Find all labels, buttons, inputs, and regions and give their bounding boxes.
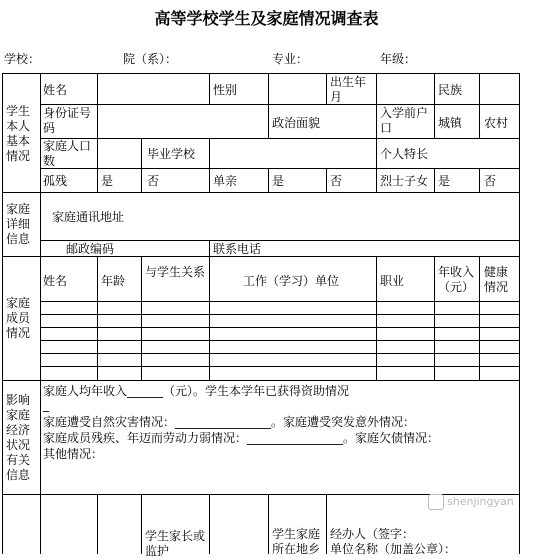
talent-label: 个人特长 bbox=[380, 147, 429, 161]
orphan-no: 否 bbox=[147, 174, 160, 188]
school-label: 学校： bbox=[4, 52, 41, 66]
martyr-no: 否 bbox=[484, 174, 497, 188]
orphan-label: 孤残 bbox=[43, 174, 68, 188]
factors-line-3: 家庭成员残疾、年迈而劳动力弱情况：________________。家庭欠债情况： bbox=[43, 431, 440, 445]
major-label: 专业： bbox=[272, 52, 309, 66]
col-job-header: 职业 bbox=[380, 274, 405, 288]
urban-label: 城镇 bbox=[438, 116, 463, 130]
household-label: 家庭人口数 bbox=[43, 139, 92, 168]
factors-line-1b: _ bbox=[43, 398, 49, 412]
school-grad-label: 毕业学校 bbox=[147, 147, 196, 161]
factors-line-2: 家庭遭受自然灾害情况：________________。家庭遭受突发意外情况： bbox=[43, 415, 416, 429]
orphan-yes: 是 bbox=[101, 174, 114, 188]
political-label: 政治面貌 bbox=[272, 116, 321, 130]
address-label: 家庭通讯地址 bbox=[52, 210, 125, 224]
form-title: 高等学校学生及家庭情况调查表 bbox=[154, 9, 379, 28]
gender-label: 性别 bbox=[213, 83, 238, 97]
name-label: 姓名 bbox=[43, 83, 68, 97]
col-income-header: 年收入（元） bbox=[438, 265, 475, 294]
bottom-unit-label: 单位名称（加盖公章）： bbox=[330, 542, 457, 556]
basic-section-label: 学生本人基本情况 bbox=[6, 104, 31, 163]
birth-label: 出生年月 bbox=[330, 75, 367, 104]
dept-label: 院（系）： bbox=[123, 52, 178, 66]
single-label: 单亲 bbox=[213, 174, 238, 188]
bottom-guardian-label: 学生家长或监护 bbox=[145, 529, 206, 558]
postcode-label: 邮政编码 bbox=[66, 242, 115, 256]
factors-line-4: 其他情况： bbox=[43, 447, 104, 461]
factors-section-label: 影响家庭经济状况有关信息 bbox=[6, 393, 31, 482]
col-age-header: 年龄 bbox=[101, 274, 126, 288]
bottom-local-label: 学生家庭所在地乡 bbox=[272, 527, 321, 556]
grade-label: 年级： bbox=[380, 52, 417, 66]
watermark-icon bbox=[428, 494, 444, 510]
col-name-header: 姓名 bbox=[43, 274, 68, 288]
bottom-handler-label: 经办人（签字： bbox=[330, 527, 415, 541]
phone-label: 联系电话 bbox=[213, 242, 262, 256]
members-section-label: 家庭成员情况 bbox=[6, 296, 31, 340]
ethnicity-label: 民族 bbox=[438, 83, 463, 97]
id-label: 身份证号码 bbox=[43, 106, 92, 135]
watermark-text: shenjingyan bbox=[447, 495, 514, 508]
rural-label: 农村 bbox=[484, 116, 509, 130]
col-health-header: 健康情况 bbox=[484, 265, 509, 294]
detail-section-label: 家庭详细信息 bbox=[6, 202, 31, 246]
col-work-header: 工作（学习）单位 bbox=[243, 274, 340, 288]
single-yes: 是 bbox=[272, 174, 285, 188]
single-no: 否 bbox=[330, 174, 343, 188]
martyr-label: 烈士子女 bbox=[380, 174, 429, 188]
martyr-yes: 是 bbox=[438, 174, 451, 188]
factors-line-1: 家庭人均年收入______（元）。学生本学年已获得资助情况 bbox=[43, 384, 350, 398]
col-relation-header: 与学生关系 bbox=[145, 265, 206, 279]
hukou-label: 入学前户口 bbox=[380, 106, 429, 135]
